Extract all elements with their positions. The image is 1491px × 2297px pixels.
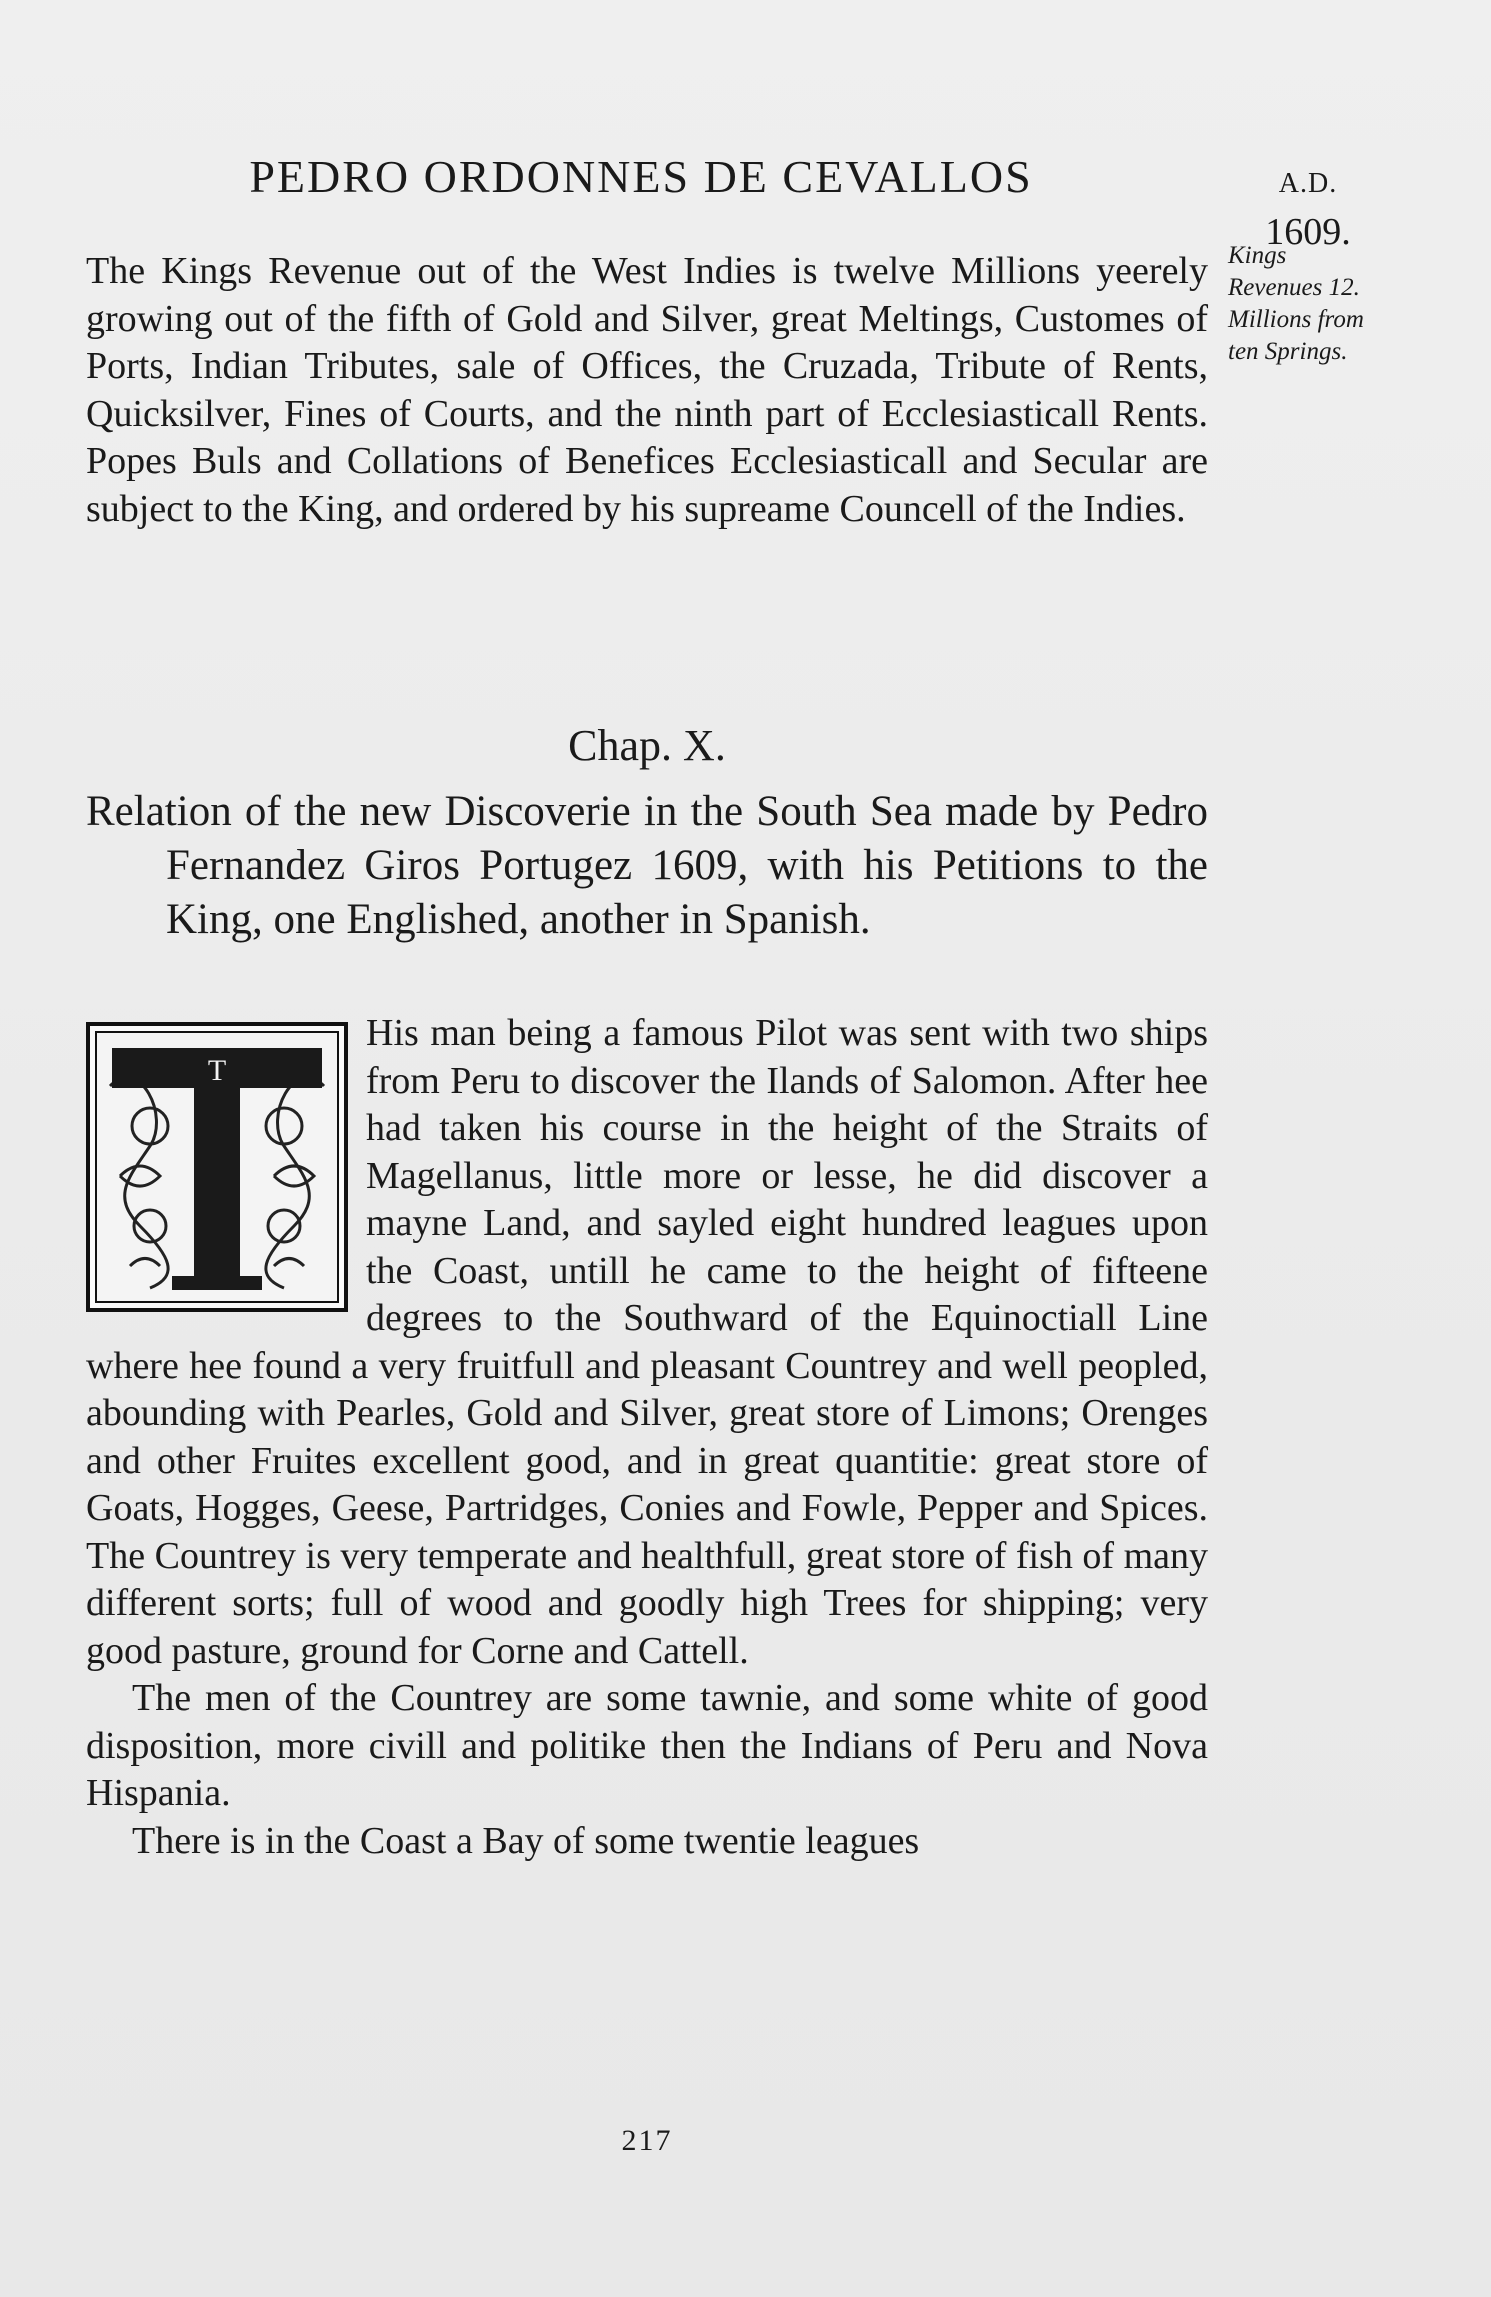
anno-domini: A.D. [1278, 168, 1338, 199]
margin-note-line: Kings [1228, 242, 1287, 269]
page-number: 217 [621, 2124, 673, 2157]
ornamental-initial-icon [90, 1026, 344, 1308]
margin-note [1228, 240, 1428, 368]
body-paragraph: There is in the Coast a Bay of some twentie leagues [132, 1819, 920, 1862]
body-paragraph: His man being a famous Pilot was sent with two ships from Peru to discover the Ilands of Salomon. After hee had taken his course in the height of the Straits of Magellanus, little more or lesse, he did discover a mayne Land, and sayled eight hundred leagues upon the Coast, untill he came to the height of fifteene degrees to the Southward of the Equinoctiall Line where hee found a very fruitfull and pleasant Countrey and well peopled, abounding with Pearles, Gold and Silver, great store of Limons; Orenges and other Fruites excellent good, and in great quantitie: great store of Goats, Hogges, Geese, Partridges, Conies and Fowle, Pepper and Spices. The Countrey is very temperate and healthfull, great store of fish of many different sorts; full of wood and goodly high Trees for shipping; very good pasture, ground for Corne and Cattell. [86, 1012, 1208, 1672]
initial-letter: T [207, 1054, 227, 1087]
revenue-paragraph: The Kings Revenue out of the West Indies is twelve Millions yeerely growing out of the fifth of Gold and Silver, great Meltings, Customes of Ports, Indian Tributes, sale of Offices, the Cruzada, Tribute of Rents, Quicksilver, Fines of Courts, and the ninth part of Ecclesiasticall Rents. Popes Buls and Collations of Benefices Ecclesiasticall and Secular are subject to the King, and ordered by his supreame Councell of the Indies. [86, 250, 1208, 530]
chapter-body [86, 1010, 1208, 1865]
chapter-heading: Chap. X. [568, 721, 726, 770]
body-paragraph: The men of the Countrey are some tawnie, and some white of good disposition, more civill and politike then the Indians of Peru and Nova Hispania. [86, 1677, 1208, 1814]
running-head: PEDRO ORDONNES DE CEVALLOS [249, 151, 1033, 202]
margin-note-line: Millions from [1228, 306, 1364, 333]
chapter-subtitle: Relation of the new Discoverie in the South Sea made by Pedro Fernandez Giros Portugez 1609, with his Petitions to the King, one Englished, another in Spanish. [86, 788, 1208, 943]
ornamental-initial [86, 1022, 348, 1312]
margin-note-line: ten Springs. [1228, 338, 1348, 365]
margin-year: 1609. [1265, 211, 1351, 253]
margin-note-line: Revenues 12. [1228, 274, 1360, 301]
